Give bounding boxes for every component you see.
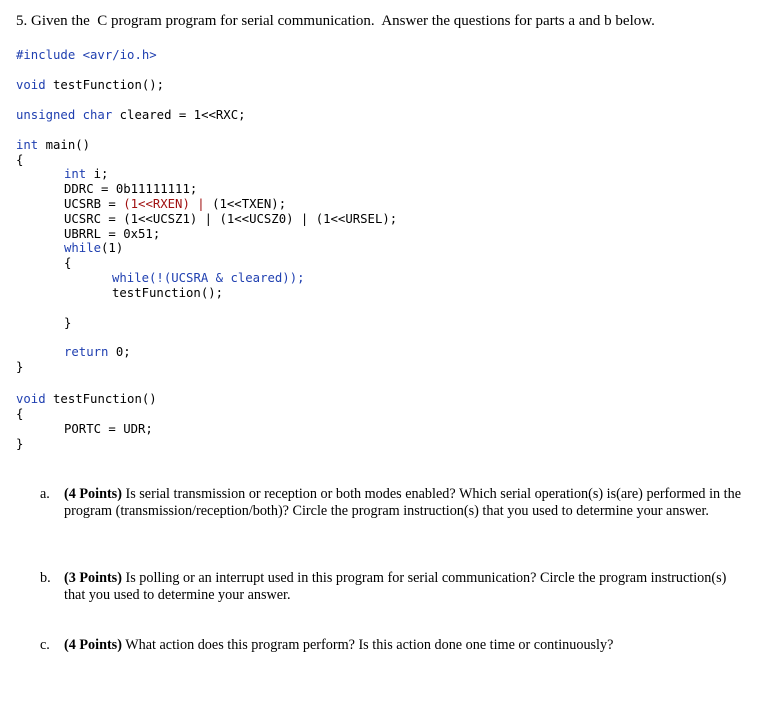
code-main-close-brace: } (16, 360, 24, 374)
code-ubrrl: UBRRL = 0x51; (64, 227, 161, 241)
proto-name: testFunction(); (45, 78, 165, 92)
code-func-open-brace: { (16, 407, 24, 421)
var-type: unsigned char (16, 108, 113, 122)
part-a-text: Is serial transmission or reception or both modes enabled? Which serial operation(s) is(are) performed in the program (transmission/reception/both)? Circle the program instruction(s) that you used to determine your answer. (64, 486, 741, 519)
code-main-signature (16, 138, 90, 153)
code-while (64, 241, 123, 256)
part-a-letter: a. (40, 486, 50, 502)
part-a-points: (4 Points) (64, 486, 122, 502)
code-include (16, 48, 157, 63)
code-prototype (16, 78, 164, 93)
part-c-text: What action does this program perform? Is this action done one time or continuously? (121, 637, 614, 653)
code-portc: PORTC = UDR; (64, 422, 153, 436)
part-a (40, 486, 740, 538)
inner-while-keyword: while (112, 271, 150, 285)
proto-type: void (16, 78, 46, 92)
part-b-body (64, 570, 744, 604)
part-b-text: Is polling or an interrupt used in this program for serial communication? Circle the program instruction(s) that you used to determine your answer. (64, 570, 727, 603)
code-func-signature (16, 392, 157, 407)
code-while-open-brace: { (64, 256, 72, 270)
code-ddrc: DDRC = 0b11111111; (64, 182, 198, 196)
code-main-open-brace: { (16, 153, 24, 167)
code-ucsrb (64, 197, 286, 212)
code-func-close-brace: } (16, 437, 24, 451)
func-type: void (16, 392, 46, 406)
code-inner-while (112, 271, 305, 286)
code-decl (64, 167, 108, 182)
decl-rest: i; (86, 167, 109, 181)
part-c-letter: c. (40, 637, 50, 653)
main-type: int (16, 138, 39, 152)
include-directive: #include <avr/io.h> (16, 48, 157, 62)
return-value: 0; (108, 345, 131, 359)
func-name: testFunction() (45, 392, 157, 406)
ucsrb-rxen: (1<<RXEN) | (123, 197, 205, 211)
code-ucsrc: UCSRC = (1<<UCSZ1) | (1<<UCSZ0) | (1<<URSEL); (64, 212, 398, 226)
code-return (64, 345, 131, 360)
part-a-body (64, 486, 744, 520)
code-call: testFunction(); (112, 286, 224, 300)
code-while-close-brace: } (64, 316, 72, 330)
var-name: cleared = 1<<RXC; (112, 108, 246, 122)
code-global-var (16, 108, 246, 123)
part-b-points: (3 Points) (64, 570, 122, 586)
decl-type: int (64, 167, 87, 181)
inner-while-cond: (!(UCSRA & cleared)); (149, 271, 305, 285)
part-b-letter: b. (40, 570, 51, 586)
ucsrb-prefix: UCSRB = (64, 197, 124, 211)
question-intro: 5. Given the C program program for serial communication. Answer the questions for parts a and b below. (16, 13, 655, 29)
while-cond: (1) (101, 241, 124, 255)
part-c-body (64, 637, 744, 654)
part-b (40, 570, 740, 606)
main-name: main() (38, 138, 91, 152)
ucsrb-rest: (1<<TXEN); (204, 197, 287, 211)
part-c-points: (4 Points) (64, 637, 122, 653)
while-keyword: while (64, 241, 102, 255)
return-keyword: return (64, 345, 109, 359)
part-c (40, 637, 740, 657)
